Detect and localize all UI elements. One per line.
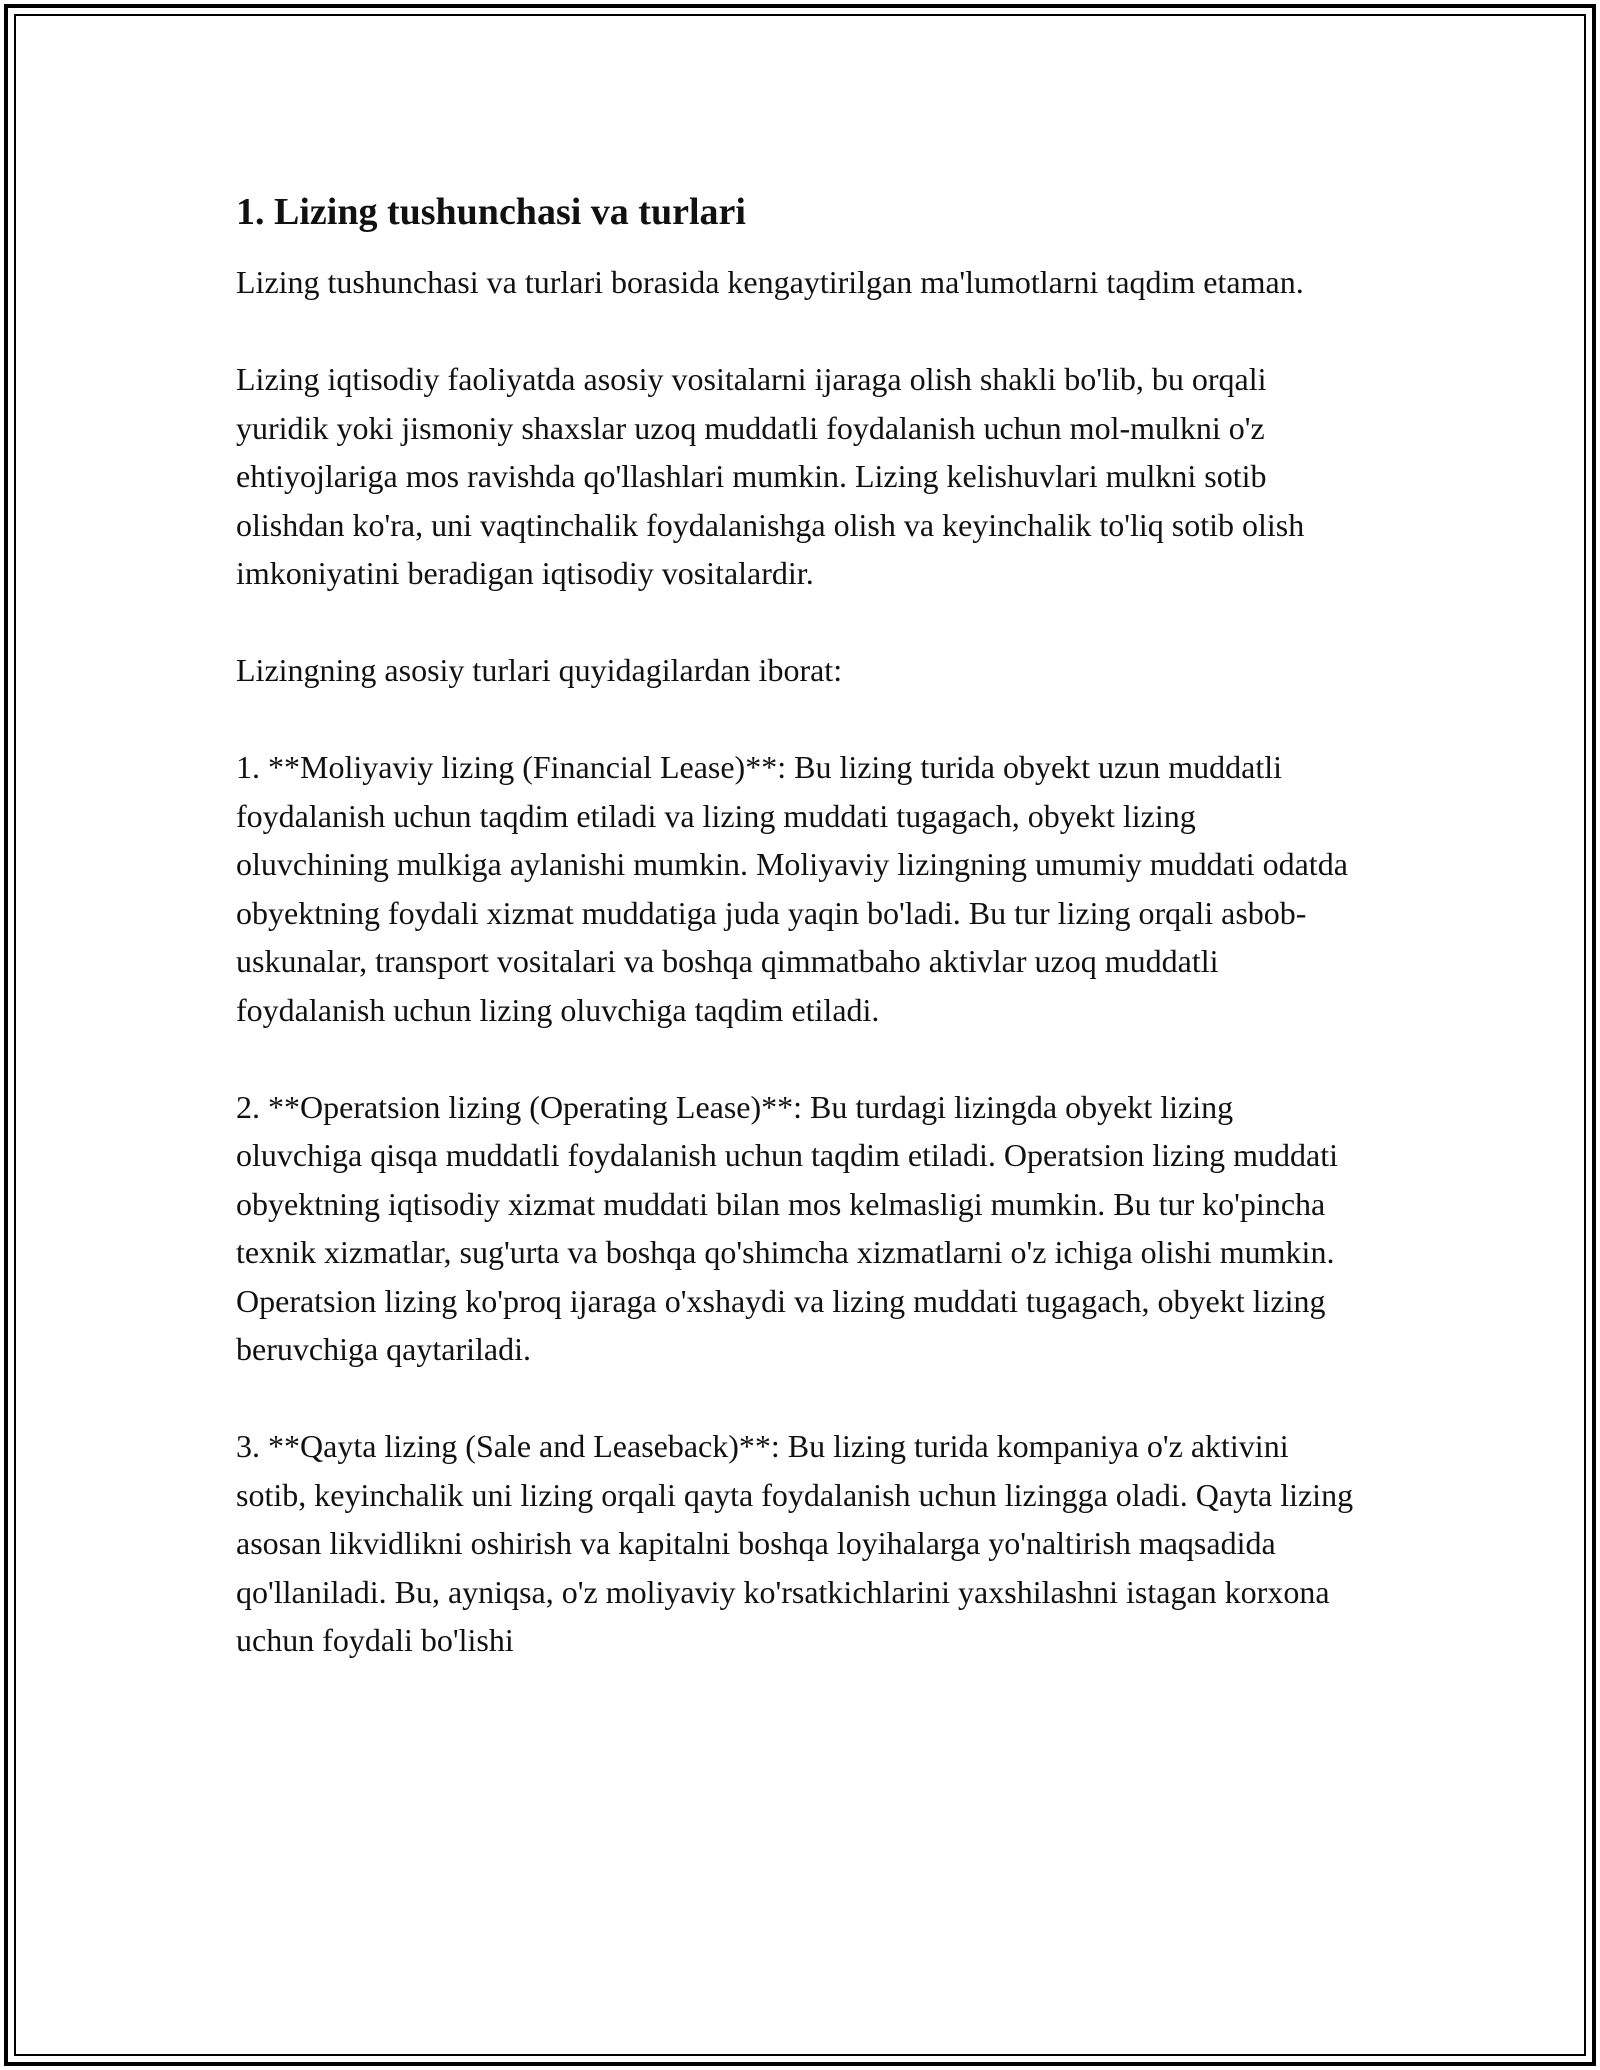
operating-lease-paragraph: 2. **Operatsion lizing (Operating Lease)**: Bu turdagi lizingda obyekt lizing oluvchiga qisqa muddatli foydalanish uchun taqdim etiladi. Operatsion lizing muddati obyektning iqtisodiy xizmat muddati bilan mos kelmasligi mumkin. Bu tur ko'pincha texnik xizmatlar, sug'urta va boshqa qo'shimcha xizmatlarni o'z ichiga olishi mumkin. Operatsion lizing ko'proq ijaraga o'xshaydi va lizing muddati tugagach, obyekt lizing beruvchiga qaytariladi.	[236, 1088, 1338, 1367]
sale-leaseback-paragraph: 3. **Qayta lizing (Sale and Leaseback)**: Bu lizing turida kompaniya o'z aktivini sotib, keyinchalik uni lizing orqali qayta foydalanish uchun lizingga oladi. Qayta lizing asosan likvidlikni oshirish va kapitalni boshqa loyihalarga yo'naltirish maqsadida qo'llaniladi. Bu, ayniqsa, o'z moliyaviy ko'rsatkichlarini yaxshilashni istagan korxona uchun foydali bo'lishi	[236, 1428, 1354, 1658]
section-heading: 1. Lizing tushunchasi va turlari	[236, 191, 746, 233]
types-intro-paragraph: Lizingning asosiy turlari quyidagilardan iborat:	[236, 652, 843, 688]
intro-paragraph: Lizing tushunchasi va turlari borasida kengaytirilgan ma'lumotlarni taqdim etaman.	[236, 264, 1304, 300]
financial-lease-paragraph: 1. **Moliyaviy lizing (Financial Lease)**: Bu lizing turida obyekt uzun muddatli foydalanish uchun taqdim etiladi va lizing muddati tugagach, obyekt lizing oluvchining mulkiga aylanishi mumkin. Moliyaviy lizingning umumiy muddati odatda obyektning foydali xizmat muddatiga juda yaqin bo'ladi. Bu tur lizing orqali asbob-uskunalar, transport vositalari va boshqa qimmatbaho aktivlar uzoq muddatli foydalanish uchun lizing oluvchiga taqdim etiladi.	[236, 749, 1348, 1028]
document-body	[236, 186, 1356, 1713]
definition-paragraph: Lizing iqtisodiy faoliyatda asosiy vositalarni ijaraga olish shakli bo'lib, bu orqali yuridik yoki jismoniy shaxslar uzoq muddatli foydalanish uchun mol-mulkni o'z ehtiyojlariga mos ravishda qo'llashlari mumkin. Lizing kelishuvlari mulkni sotib olishdan ko'ra, uni vaqtinchalik foydalanishga olish va keyinchalik to'liq sotib olish imkoniyatini beradigan iqtisodiy vositalardir.	[236, 361, 1305, 591]
